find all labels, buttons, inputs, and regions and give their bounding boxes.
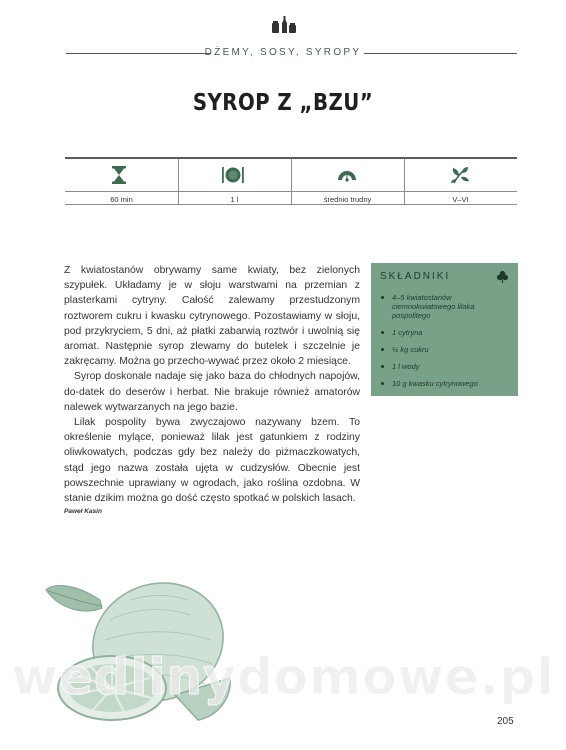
ingredients-list <box>380 293 512 396</box>
page-number: 205 <box>497 716 514 727</box>
ingredients-box <box>371 263 518 396</box>
clover-icon <box>496 270 509 283</box>
info-yield-value: 1 l <box>230 195 239 204</box>
plate-cutlery-icon <box>221 165 245 185</box>
recipe-title: SYROP Z „BZU” <box>192 90 374 116</box>
author-signature: Paweł Kasin <box>64 508 102 515</box>
section-title: DŻEMY, SOSY, SYROPY <box>204 47 362 58</box>
body-paragraph: Syrop doskonale nadaje się jako baza do chłodnych napojów, do-datek do deserów i herbat. Nie brakuje również amatorów nalewek wytwarzanych na jego bazie. <box>64 371 360 413</box>
info-difficulty-value: średnio trudny <box>323 195 372 204</box>
ingredient-item: ½ kg cukru <box>380 345 512 354</box>
info-cell-time <box>65 157 178 205</box>
info-cell-yield <box>178 157 291 205</box>
ingredient-item: 4–5 kwiatostanów ciemnokwiatowego lilaka pospolitego <box>380 293 512 320</box>
jars-and-bottles-icon <box>271 14 297 34</box>
ingredient-item: 10 g kwasku cytrynowego <box>380 379 512 388</box>
info-season-value: V–VI <box>452 195 469 204</box>
herb-leaves-icon <box>450 165 470 185</box>
info-cell-season <box>404 157 517 205</box>
hourglass-icon <box>109 165 129 185</box>
info-cell-difficulty <box>291 157 404 205</box>
difficulty-gauge-icon <box>337 165 357 185</box>
watermark-text: wedlinydomowe.pl <box>11 648 555 706</box>
ingredients-title: SKŁADNIKI <box>380 271 451 282</box>
ingredient-item: 1 l wody <box>380 362 512 371</box>
recipe-info-table <box>65 157 517 205</box>
info-time-value: 60 min <box>110 195 133 204</box>
body-paragraph: Z kwiatostanów obrywamy same kwiaty, bez zielonych szypułek. Układamy je w słoju warstwami na przemian z plasterkami cytryny. Całość zalewamy przestudzonym roztworem cukru i kwasku cytrynowego. Pozostawiamy w słoju, pod przykryciem, 5 dni, aż płatki zabarwią roztwór i uwolnią się aromat. Następnie syrop zlewamy do butelek i szczelnie je zakręcamy. Można go przecho-wywać przez około 2 miesiące. <box>64 265 360 368</box>
recipe-body-text <box>64 263 360 506</box>
body-paragraph: Lilak pospolity bywa zwyczajowo nazywany bzem. To określenie mylące, ponieważ lilak jest gatunkiem z rodziny oliwkowatych, podczas gdy bez należy do piżmaczkowatych, stąd jego nazwa została ujęta w cudzysłów. Obecnie jest powszechnie uprawiany w ogrodach, jako roślina ozdobna. W stanie dzikim można go dość często spotkać w polskich lasach. <box>64 417 360 505</box>
ingredient-item: 1 cytryna <box>380 328 512 337</box>
